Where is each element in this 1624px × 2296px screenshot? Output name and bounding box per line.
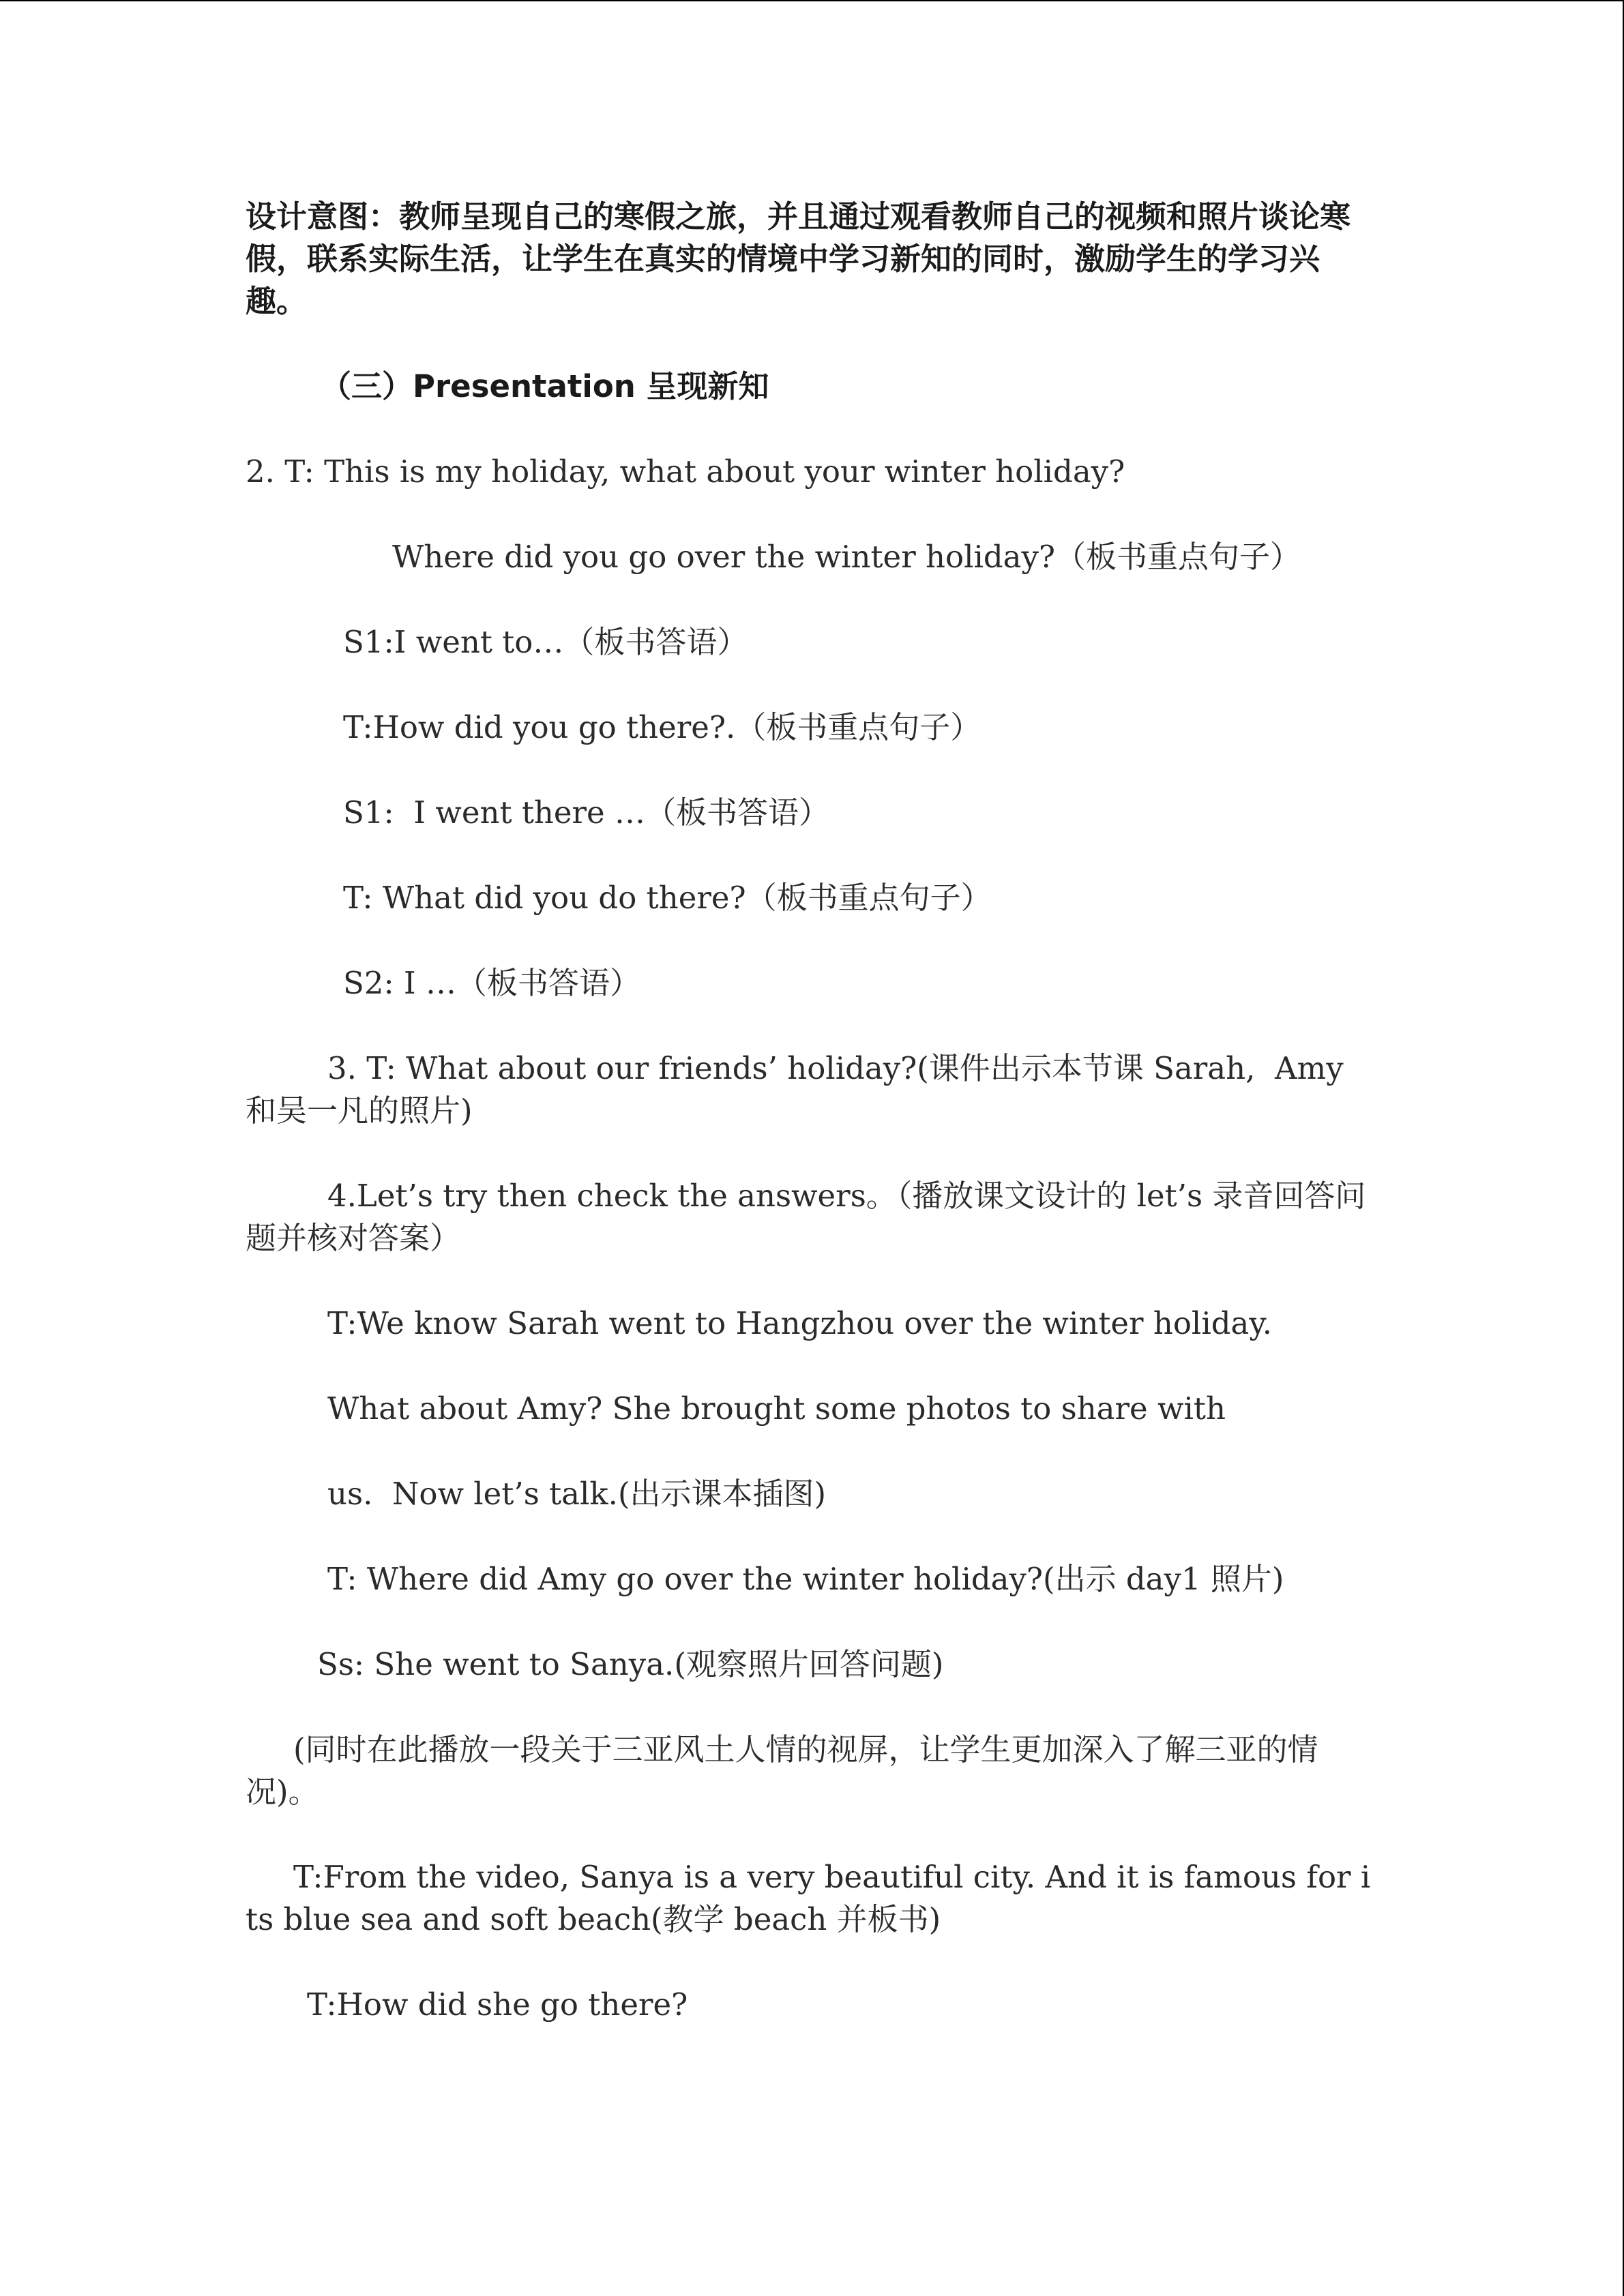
dialogue-line: T: What did you do there?（板书重点句子）: [343, 880, 992, 916]
dialogue-line: S2: I …（板书答语）: [343, 965, 641, 1001]
dialogue-line: Where did you go over the winter holiday?（板书重点句子）: [392, 539, 1301, 575]
dialogue-line: S1: I went there …（板书答语）: [343, 794, 829, 831]
dialogue-line: T:How did you go there?.（板书重点句子）: [343, 709, 981, 745]
dialogue-line: What about Amy? She brought some photos to share with: [327, 1390, 1226, 1427]
step-4-paragraph: 4.Let’s try then check the answers。（播放课文设计的 let’s 录音回答问题并核对答案）: [246, 1178, 1366, 1256]
dialogue-line: T:How did she go there?: [307, 1986, 688, 2023]
dialogue-line: T: Where did Amy go over the winter holiday?(出示 day1 照片): [327, 1561, 1284, 1597]
section-heading-presentation: （三）Presentation 呈现新知: [321, 368, 769, 404]
design-intent-paragraph: 设计意图：教师呈现自己的寒假之旅，并且通过观看教师自己的视频和照片谈论寒假，联系实际生活，让学生在真实的情境中学习新知的同时，激励学生的学习兴趣。: [246, 198, 1351, 319]
dialogue-line: us. Now let’s talk.(出示课本插图): [327, 1476, 827, 1512]
sanya-description-paragraph: T:From the video, Sanya is a very beautiful city. And it is famous for its blue sea and soft beach(教学 beach 并板书): [246, 1859, 1371, 1937]
document-body: [246, 196, 1378, 2026]
video-note-paragraph: (同时在此播放一段关于三亚风土人情的视屏，让学生更加深入了解三亚的情况)。: [246, 1731, 1318, 1810]
dialogue-line: T:We know Sarah went to Hangzhou over the winter holiday.: [327, 1305, 1273, 1341]
dialogue-line: Ss: She went to Sanya.(观察照片回答问题): [317, 1646, 944, 1682]
dialogue-line: 2. T: This is my holiday, what about your winter holiday?: [246, 453, 1125, 490]
dialogue-line: S1:I went to…（板书答语）: [343, 624, 748, 660]
step-3-paragraph: 3. T: What about our friends’ holiday?(课件出示本节课 Sarah, Amy 和吴一凡的照片): [246, 1050, 1353, 1129]
